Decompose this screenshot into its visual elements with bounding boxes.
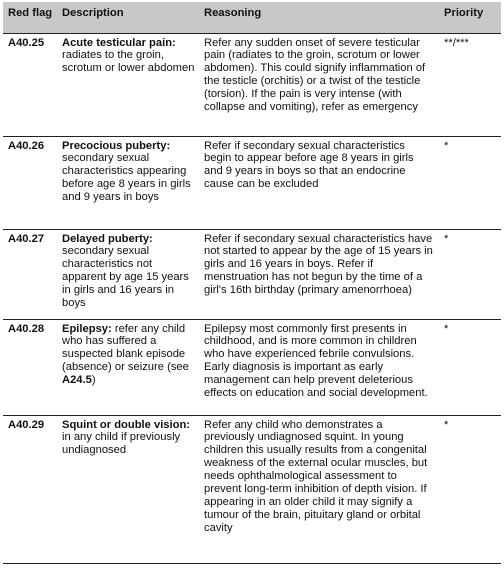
table-body	[3, 33, 501, 563]
description-text: secondary sexual characteristics not apparent by age 15 years in girls and 16 years in boys	[62, 245, 189, 310]
description-title: Delayed puberty:	[62, 232, 153, 245]
description-text-end: )	[91, 374, 96, 387]
table-row	[3, 33, 501, 136]
description-title: Squint or double vision:	[62, 418, 191, 431]
header-red-flag: Red flag	[3, 2, 57, 33]
table-row	[3, 229, 501, 319]
reasoning-cell: Refer if secondary sexual characteristics begin to appear before age 8 years in girls and 9 years in boys so that an endocrine cause can be excluded	[199, 136, 439, 229]
flag-code: A40.25	[3, 33, 57, 136]
description-text: radiates to the groin, scrotum or lower abdomen	[62, 49, 195, 75]
red-flag-table-container	[3, 2, 501, 584]
description-text: refer any child who has suffered a suspected blank episode (absence) or seizure (see	[62, 322, 189, 374]
header-priority: Priority	[439, 2, 501, 33]
reasoning-cell: Refer if secondary sexual characteristics have not started to appear by the age of 15 years in girls and 16 years in boys. Refer if menstruation has not begun by the time of a girl's 16th birthday (primary amenorrhoea)	[199, 229, 439, 319]
priority-cell: **/***	[439, 33, 501, 136]
description-cell	[57, 319, 199, 415]
priority-cell: *	[439, 415, 501, 563]
table-row	[3, 136, 501, 229]
description-text: secondary sexual characteristics appearing before age 8 years in girls and 9 years in boys	[62, 152, 191, 204]
flag-code: A40.29	[3, 415, 57, 563]
table-row	[3, 415, 501, 563]
header-description: Description	[57, 2, 199, 33]
flag-code: A40.26	[3, 136, 57, 229]
table-header	[3, 2, 501, 33]
description-cross-reference: A24.5	[62, 374, 92, 387]
description-cell	[57, 136, 199, 229]
header-row	[3, 2, 501, 33]
flag-code: A40.28	[3, 319, 57, 415]
reasoning-cell: Epilepsy most commonly first presents in childhood, and is more common in children who have experienced febrile convulsions. Early diagnosis is important as early management can help prevent deleterious effects on education and social development.	[199, 319, 439, 415]
priority-cell: *	[439, 319, 501, 415]
red-flag-table	[3, 2, 501, 564]
reasoning-cell: Refer any child who demonstrates a previously undiagnosed squint. In young children this usually results from a congenital weakness of the external ocular muscles, but needs ophthalmological assessment to prevent long-term inhibition of depth vision. If appearing in an older child it may signify a tumour of the brain, pituitary gland or orbital cavity	[199, 415, 439, 563]
description-title: Acute testicular pain:	[62, 36, 176, 49]
description-cell	[57, 229, 199, 319]
table-row	[3, 319, 501, 415]
description-title: Epilepsy:	[62, 322, 112, 335]
priority-cell: *	[439, 229, 501, 319]
reasoning-cell: Refer any sudden onset of severe testicular pain (radiates to the groin, scrotum or lower abdomen). This could signify inflammation of the testicle (orchitis) or a twist of the testicle (torsion). If the pain is very intense (with collapse and vomiting), refer as emergency	[199, 33, 439, 136]
description-title: Precocious puberty:	[62, 139, 171, 152]
flag-code: A40.27	[3, 229, 57, 319]
description-cell	[57, 415, 199, 563]
description-text: in any child if previously undiagnosed	[62, 431, 181, 457]
priority-cell: *	[439, 136, 501, 229]
description-cell	[57, 33, 199, 136]
header-reasoning: Reasoning	[199, 2, 439, 33]
